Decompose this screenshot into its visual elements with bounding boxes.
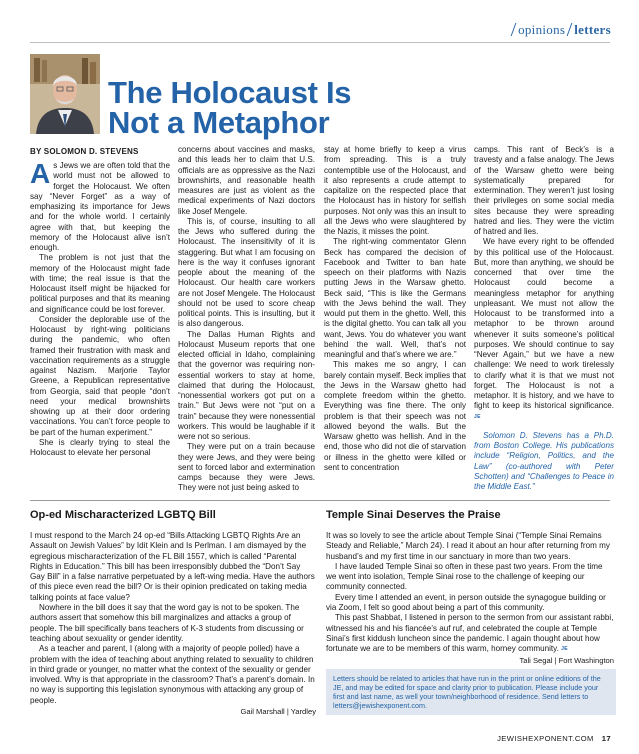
page-footer — [497, 734, 611, 743]
letter-paragraph: I must respond to the March 24 op-ed “Bills Attacking LGBTQ Rights Are an Assault on Jewish Values” by Idit Klein and Is Perlman. I am dismayed by the egregious mischaracterization of the FL Bill 1557, which is called “Parental Rights in Education.” This bill has been irresponsibly dubbed the “Don’t Say Gay Bill” in a false narrative perpetuated by a left-wing media. Have the authors of this piece even read the bill? Or is their opinion predicated on taking media talking points at face value? — [30, 531, 315, 602]
je-end-mark: JE — [474, 413, 481, 420]
article-paragraph: This is, of course, insulting to all the Jews who suffered during the Holocaust. The insensitivity of it is staggering. But what I am focusing on here is the way it confuses ignorant people about the meaning of the Holocaust. Our health care workers are not Josef Mengele. The Holocaust should not be used to score cheap political points. This is insulting, but it is also dangerous. — [178, 216, 315, 329]
article-paragraph: concerns about vaccines and masks, and this leads her to claim that U.S. officials are as oppressive as the Nazi brownshirts, and reasonable health measures are just as violent as the medical experiments of Nazi doctors like Josef Mengele. — [178, 145, 315, 216]
article-paragraph: stay at home briefly to keep a virus from spreading. This is a truly contemptible use of the Holocaust, and it also represents a crude attempt to capitalize on the respected place that the Holocaust has in history for selfish purposes. Not only was this an insult to all the Jews who were slaughtered by the Nazis, it misses the point. — [324, 145, 466, 236]
letter-1-signature: Gail Marshall | Yardley — [240, 707, 316, 717]
article-paragraph: camps. This rant of Beck’s is a travesty and a false analogy. The Jews of the Warsaw ghetto were being systematically prepared for extermination. They weren’t just losing their privileges on some social media sites because they were spreading hatred and lies. They were the victim of hatred and lies. — [474, 145, 614, 236]
letter-1-body — [30, 531, 316, 717]
headline-line-2: Not a Metaphor — [108, 105, 330, 140]
top-rule — [30, 42, 610, 43]
article-paragraph: They were put on a train because they were Jews, and they were being sent to forced labor and extermination camps because they were Jews. They were not just being asked to — [178, 442, 315, 493]
article-column-2 — [178, 145, 315, 494]
article-paragraph: As Jews we are often told that the world must not be allowed to forget the Holocaust. We often say “Never Forget” as a way of emphasizing its importance for Jews and for the whole world. I certainly agree with that, but keeping the memory of the Holocaust alive isn’t enough. — [30, 158, 170, 252]
headline-line-1: The Holocaust Is — [108, 75, 352, 110]
letter-paragraph: Nowhere in the bill does it say that the word gay is not to be spoken. The authors assert that somehow this bill marginalizes and attacks a group of people. The bill specifically bans teachers of K-3 students from discussing or teaching about sexuality or gender identity. — [30, 603, 304, 643]
article-paragraph: The problem is not just that the memory of the Holocaust might fade with time; the real issue is that the Holocaust itself might be hijacked for political purposes and that its meaning and significance could be lost forever. — [30, 253, 170, 314]
article-headline — [108, 75, 418, 140]
slash-divider — [567, 23, 573, 36]
article-paragraph: This makes me so angry, I can barely contain myself. Beck implies that the Jews in the Warsaw ghetto had complete freedom within the ghetto. Everything was fine there. The only problem is that their speech was not allowed beyond the walls. But the Warsaw ghetto was hellish. And in the end, those who did not die of starvation or illness in the ghetto were killed or sent to concentration — [324, 360, 466, 472]
article-column-3 — [324, 145, 466, 473]
slash-divider — [511, 23, 517, 36]
article-paragraph: We have every right to be offended by this political use of the Holocaust. But, more than anything, we should be concerned that over time the Holocaust could become a meaningless metaphor for anything unpleasant. We must not allow the Holocaust to be transformed into a metaphor to be thrown around whenever it suits someone’s political purposes. We should continue to say “Never Again,” but we have a new challenge: We need to work tirelessly to clarify what it is that we must not forget. The Holocaust is not a metaphor. It is history, and we have to fight to keep its historical significance. JE — [474, 237, 614, 420]
letter-2-body — [326, 531, 614, 666]
letter-paragraph: This past Shabbat, I listened in person to the sermon from our assistant rabbi, witnessed his and his fiancée’s auf ruf, and celebrated the couple at Temple Sinai’s first kiddush luncheon since the pandemic. I again thought about how fortunate we are to be members of this warm, horney community. JE — [326, 613, 614, 654]
letter-paragraph: As a teacher and parent, I (along with a majority of people polled) have a problem with the idea of teaching about anything related to sexuality to children in third grade or younger, no matter what the context of the sexuality or gender involved. Why is that appropriate in the classroom? That’s a parent’s domain. In no way is supporting this legislation synonymous with attacking any group of people. — [30, 644, 315, 705]
page-number: 17 — [601, 734, 611, 743]
footer-site: JEWISHEXPONENT.COM — [497, 734, 594, 743]
drop-cap: A — [30, 158, 51, 189]
je-end-mark: JE — [561, 646, 568, 653]
section-opinions: opinions — [518, 22, 566, 37]
author-photo — [30, 54, 100, 134]
section-letters: letters — [574, 22, 611, 37]
letter-paragraph: I have lauded Temple Sinai so often in these past two years. From the time we went into isolation, Temple Sinai rose to the challenge of keeping our community connected. — [326, 561, 603, 592]
article-paragraph: The right-wing commentator Glenn Beck has compared the decision of Facebook and Twitter to ban hate speech on their platforms with Nazis putting Jews in the Warsaw ghetto. Beck said, “This is like the Germans with the Jews behind the wall. They would put them in the ghetto. Well, this is the digital ghetto. You can talk all you want, Jews. You do whatever you want behind the wall. Well, that’s not meaningful and that’s where we are.” — [324, 237, 466, 359]
article-column-1 — [30, 158, 170, 458]
byline: BY SOLOMON D. STEVENS — [30, 147, 139, 156]
letter-2-signature: Tali Segal | Fort Washington — [519, 655, 614, 665]
article-paragraph: She is clearly trying to steal the Holocaust to elevate her personal — [30, 437, 170, 457]
letter-paragraph: Every time I attended an event, in person outside the synagogue building or via Zoom, I felt so good about being a part of this community. — [326, 592, 606, 613]
section-divider — [30, 500, 610, 501]
letters-policy-notice: Letters should be related to articles that have run in the print or online editions of the JE, and may be edited for space and clarity prior to publication. Please include your first and last name, as well your town/neighborhood of residence. Send letters to letters@jewishexponent.com. — [326, 669, 616, 715]
letter-paragraph: It was so lovely to see the article about Temple Sinai (“Temple Sinai Remains Steady and Reliable,” March 24). I read it about an hour after returning from my husband’s and my first time in our sanctuary in more than two years. — [326, 531, 610, 561]
article-paragraph: Consider the deplorable use of the Holocaust by right-wing politicians during the pandemic, who often framed their frustration with mask and vaccination requirements as a struggle against Nazism. Marjorie Taylor Greene, a Republican representative from Georgia, said that people “don’t need your medical brownshirts showing up at their door ordering vaccinations. You can’t force people to be part of the human experiment.” — [30, 314, 170, 437]
letter-1-title: Op-ed Mischaracterized LGBTQ Bill — [30, 509, 216, 521]
article-paragraph: The Dallas Human Rights and Holocaust Museum reports that one elected official in Idaho, complaining that the governor was requiring non-essential workers to stay at home, claimed that during the Holocaust, “nonessential workers got put on a train.” But Jews were not “put on a train” because they were nonessential workers. This would be laughable if it were not so serious. — [178, 329, 315, 441]
article-column-4 — [474, 145, 614, 492]
section-tag — [509, 22, 611, 38]
author-bio: Solomon D. Stevens has a Ph.D. from Boston College. His publications include “Religion, Politics, and the Law” (co-authored with Peter Schotten) and “Challenges to Peace in the Middle East.” — [474, 430, 614, 491]
letter-2-title: Temple Sinai Deserves the Praise — [326, 509, 501, 521]
